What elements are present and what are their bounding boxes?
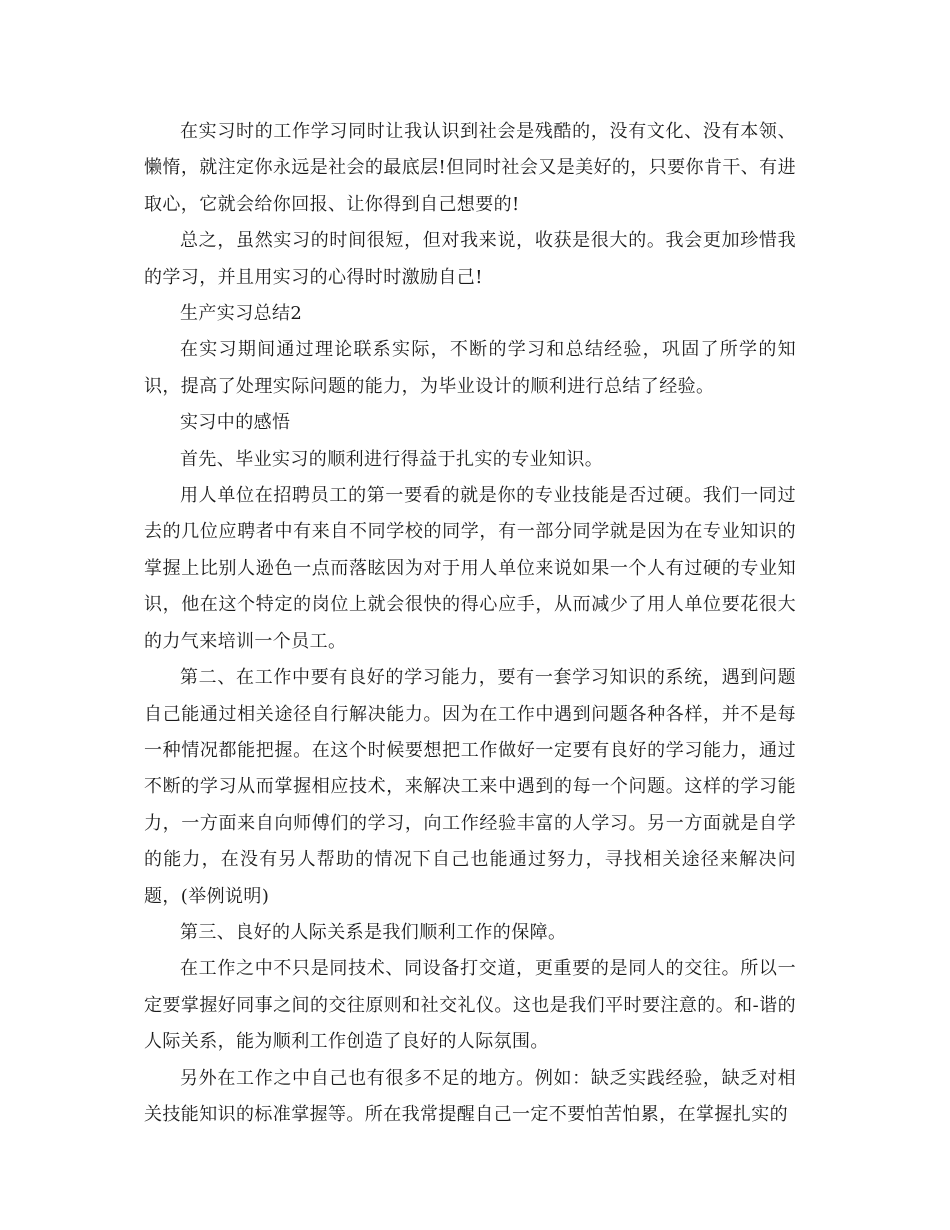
document-page — [144, 114, 796, 1133]
paragraph: 在实习期间通过理论联系实际，不断的学习和总结经验，巩固了所学的知识，提高了处理实际问题的能力，为毕业设计的顺利进行总结了经验。 — [144, 339, 796, 397]
paragraph: 在实习时的工作学习同时让我认识到社会是残酷的，没有文化、没有本领、懒惰，就注定你永远是社会的最底层!但同时社会又是美好的，只要你肯干、有进取心，它就会给你回报、让你得到自己想要的! — [144, 121, 796, 215]
paragraph: 第二、在工作中要有良好的学习能力，要有一套学习知识的系统，遇到问题自己能通过相关途径自行解决能力。因为在工作中遇到问题各种各样，并不是每一种情况都能把握。在这个时候要想把工作做好一定要有良好的学习能力，通过不断的学习从而掌握相应技术，来解决工来中遇到的每一个问题。这样的学习能力，一方面来自向师傅们的学习，向工作经验丰富的人学习。另一方面就是自学的能力，在没有另人帮助的情况下自己也能通过努力，寻找相关途径来解决问题，(举例说明) — [144, 667, 796, 907]
paragraph: 另外在工作之中自己也有很多不足的地方。例如：缺乏实践经验，缺乏对相关技能知识的标准掌握等。所在我常提醒自己一定不要怕苦怕累，在掌握扎实的 — [144, 1067, 796, 1125]
paragraph: 第三、良好的人际关系是我们顺利工作的保障。 — [180, 921, 567, 943]
paragraph: 用人单位在招聘员工的第一要看的就是你的专业技能是否过硬。我们一同过去的几位应聘者中有来自不同学校的同学，有一部分同学就是因为在专业知识的掌握上比别人逊色一点而落眩因为对于用人单位来说如果一个人有过硬的专业知识，他在这个特定的岗位上就会很快的得心应手，从而减少了用人单位要花很大的力气来培训一个员工。 — [144, 485, 796, 652]
paragraph: 总之，虽然实习的时间很短，但对我来说，收获是很大的。我会更加珍惜我的学习，并且用实习的心得时时激励自己! — [144, 230, 796, 288]
section-heading: 生产实习总结2 — [180, 303, 303, 325]
paragraph: 首先、毕业实习的顺利进行得益于扎实的专业知识。 — [180, 448, 604, 470]
subsection-heading: 实习中的感悟 — [180, 412, 291, 434]
paragraph: 在工作之中不只是同技术、同设备打交道，更重要的是同人的交往。所以一定要掌握好同事之间的交往原则和社交礼仪。这也是我们平时要注意的。和-谐的人际关系，能为顺利工作创造了良好的人际氛围。 — [144, 958, 796, 1053]
